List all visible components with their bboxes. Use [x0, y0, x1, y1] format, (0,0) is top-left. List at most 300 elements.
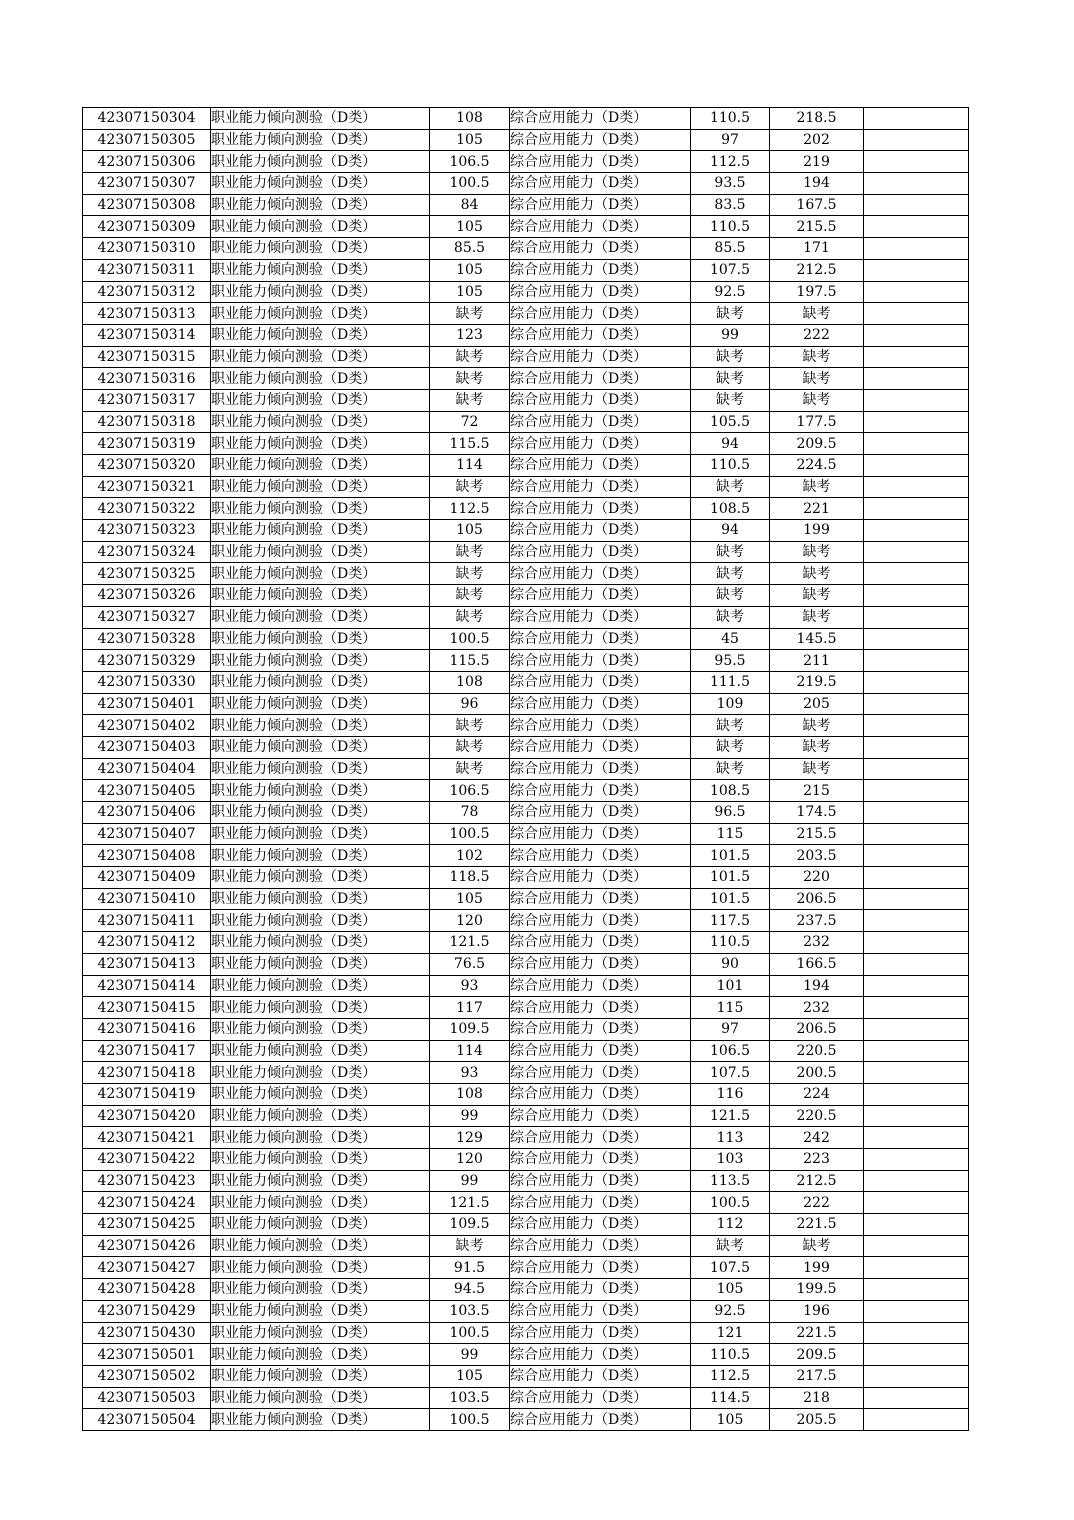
- subject1-cell: 职业能力倾向测验（D类）: [211, 585, 430, 607]
- table-row: [83, 151, 969, 173]
- note-cell: [864, 932, 969, 954]
- table-row: [83, 476, 969, 498]
- subject1-cell: 职业能力倾向测验（D类）: [211, 1365, 430, 1387]
- subject2-score-cell: 112: [691, 1214, 770, 1236]
- subject1-cell: 职业能力倾向测验（D类）: [211, 1235, 430, 1257]
- subject1-score-cell: 105: [430, 1365, 510, 1387]
- total-score-cell: 209.5: [770, 1344, 864, 1366]
- note-cell: [864, 780, 969, 802]
- subject2-score-cell: 117.5: [691, 910, 770, 932]
- total-score-cell: 缺考: [770, 346, 864, 368]
- subject1-score-cell: 93: [430, 1062, 510, 1084]
- subject1-cell: 职业能力倾向测验（D类）: [211, 693, 430, 715]
- table-row: [83, 606, 969, 628]
- subject2-cell: 综合应用能力（D类）: [510, 194, 691, 216]
- table-row: [83, 715, 969, 737]
- subject1-cell: 职业能力倾向测验（D类）: [211, 1083, 430, 1105]
- table-row: [83, 1344, 969, 1366]
- table-row: [83, 628, 969, 650]
- subject1-cell: 职业能力倾向测验（D类）: [211, 1214, 430, 1236]
- total-score-cell: 缺考: [770, 758, 864, 780]
- note-cell: [864, 845, 969, 867]
- subject2-cell: 综合应用能力（D类）: [510, 845, 691, 867]
- subject2-cell: 综合应用能力（D类）: [510, 1257, 691, 1279]
- total-score-cell: 206.5: [770, 1018, 864, 1040]
- candidate-id-cell: 42307150407: [83, 823, 211, 845]
- subject1-cell: 职业能力倾向测验（D类）: [211, 606, 430, 628]
- subject2-cell: 综合应用能力（D类）: [510, 1192, 691, 1214]
- candidate-id-cell: 42307150415: [83, 997, 211, 1019]
- note-cell: [864, 1279, 969, 1301]
- subject1-score-cell: 105: [430, 216, 510, 238]
- subject1-cell: 职业能力倾向测验（D类）: [211, 1040, 430, 1062]
- candidate-id-cell: 42307150318: [83, 411, 211, 433]
- subject2-cell: 综合应用能力（D类）: [510, 498, 691, 520]
- table-row: [83, 1105, 969, 1127]
- note-cell: [864, 563, 969, 585]
- total-score-cell: 缺考: [770, 585, 864, 607]
- table-row: [83, 259, 969, 281]
- candidate-id-cell: 42307150411: [83, 910, 211, 932]
- subject1-score-cell: 缺考: [430, 606, 510, 628]
- subject2-score-cell: 缺考: [691, 389, 770, 411]
- note-cell: [864, 1149, 969, 1171]
- candidate-id-cell: 42307150323: [83, 520, 211, 542]
- subject1-score-cell: 121.5: [430, 932, 510, 954]
- subject1-score-cell: 99: [430, 1170, 510, 1192]
- candidate-id-cell: 42307150315: [83, 346, 211, 368]
- subject2-cell: 综合应用能力（D类）: [510, 823, 691, 845]
- subject2-cell: 综合应用能力（D类）: [510, 867, 691, 889]
- score-table-body: [83, 108, 969, 1431]
- subject1-score-cell: 100.5: [430, 628, 510, 650]
- note-cell: [864, 758, 969, 780]
- candidate-id-cell: 42307150330: [83, 671, 211, 693]
- table-row: [83, 216, 969, 238]
- total-score-cell: 167.5: [770, 194, 864, 216]
- candidate-id-cell: 42307150309: [83, 216, 211, 238]
- score-table: [82, 107, 969, 1431]
- table-row: [83, 736, 969, 758]
- subject2-score-cell: 101: [691, 975, 770, 997]
- subject2-score-cell: 107.5: [691, 1257, 770, 1279]
- subject1-score-cell: 123: [430, 324, 510, 346]
- candidate-id-cell: 42307150406: [83, 802, 211, 824]
- subject2-score-cell: 缺考: [691, 476, 770, 498]
- subject2-score-cell: 110.5: [691, 932, 770, 954]
- total-score-cell: 缺考: [770, 541, 864, 563]
- note-cell: [864, 1105, 969, 1127]
- table-row: [83, 888, 969, 910]
- subject2-score-cell: 缺考: [691, 606, 770, 628]
- subject2-cell: 综合应用能力（D类）: [510, 975, 691, 997]
- subject1-cell: 职业能力倾向测验（D类）: [211, 1018, 430, 1040]
- subject1-score-cell: 118.5: [430, 867, 510, 889]
- candidate-id-cell: 42307150310: [83, 238, 211, 260]
- candidate-id-cell: 42307150305: [83, 129, 211, 151]
- subject1-score-cell: 103.5: [430, 1387, 510, 1409]
- total-score-cell: 缺考: [770, 715, 864, 737]
- candidate-id-cell: 42307150316: [83, 368, 211, 390]
- subject2-cell: 综合应用能力（D类）: [510, 476, 691, 498]
- candidate-id-cell: 42307150402: [83, 715, 211, 737]
- subject1-cell: 职业能力倾向测验（D类）: [211, 758, 430, 780]
- subject2-cell: 综合应用能力（D类）: [510, 1365, 691, 1387]
- total-score-cell: 209.5: [770, 433, 864, 455]
- table-row: [83, 520, 969, 542]
- total-score-cell: 166.5: [770, 953, 864, 975]
- table-row: [83, 910, 969, 932]
- subject1-score-cell: 96: [430, 693, 510, 715]
- subject2-cell: 综合应用能力（D类）: [510, 324, 691, 346]
- candidate-id-cell: 42307150418: [83, 1062, 211, 1084]
- total-score-cell: 缺考: [770, 606, 864, 628]
- candidate-id-cell: 42307150314: [83, 324, 211, 346]
- subject2-score-cell: 108.5: [691, 498, 770, 520]
- candidate-id-cell: 42307150425: [83, 1214, 211, 1236]
- subject1-score-cell: 缺考: [430, 389, 510, 411]
- subject2-cell: 综合应用能力（D类）: [510, 281, 691, 303]
- subject1-score-cell: 缺考: [430, 303, 510, 325]
- candidate-id-cell: 42307150412: [83, 932, 211, 954]
- note-cell: [864, 520, 969, 542]
- subject2-score-cell: 110.5: [691, 216, 770, 238]
- subject2-cell: 综合应用能力（D类）: [510, 520, 691, 542]
- note-cell: [864, 1365, 969, 1387]
- subject1-score-cell: 缺考: [430, 368, 510, 390]
- subject2-cell: 综合应用能力（D类）: [510, 628, 691, 650]
- total-score-cell: 200.5: [770, 1062, 864, 1084]
- subject2-score-cell: 缺考: [691, 715, 770, 737]
- subject1-score-cell: 117: [430, 997, 510, 1019]
- subject1-cell: 职业能力倾向测验（D类）: [211, 997, 430, 1019]
- candidate-id-cell: 42307150306: [83, 151, 211, 173]
- candidate-id-cell: 42307150422: [83, 1149, 211, 1171]
- subject1-cell: 职业能力倾向测验（D类）: [211, 173, 430, 195]
- subject2-score-cell: 101.5: [691, 888, 770, 910]
- subject1-cell: 职业能力倾向测验（D类）: [211, 888, 430, 910]
- candidate-id-cell: 42307150423: [83, 1170, 211, 1192]
- total-score-cell: 217.5: [770, 1365, 864, 1387]
- subject2-score-cell: 112.5: [691, 1365, 770, 1387]
- subject1-cell: 职业能力倾向测验（D类）: [211, 780, 430, 802]
- subject2-cell: 综合应用能力（D类）: [510, 1300, 691, 1322]
- total-score-cell: 206.5: [770, 888, 864, 910]
- subject1-cell: 职业能力倾向测验（D类）: [211, 953, 430, 975]
- note-cell: [864, 433, 969, 455]
- subject2-score-cell: 115: [691, 997, 770, 1019]
- table-row: [83, 1365, 969, 1387]
- total-score-cell: 205: [770, 693, 864, 715]
- subject2-cell: 综合应用能力（D类）: [510, 1105, 691, 1127]
- note-cell: [864, 671, 969, 693]
- subject2-cell: 综合应用能力（D类）: [510, 1040, 691, 1062]
- subject2-cell: 综合应用能力（D类）: [510, 368, 691, 390]
- subject2-cell: 综合应用能力（D类）: [510, 455, 691, 477]
- subject2-cell: 综合应用能力（D类）: [510, 671, 691, 693]
- subject2-cell: 综合应用能力（D类）: [510, 216, 691, 238]
- table-row: [83, 823, 969, 845]
- subject2-cell: 综合应用能力（D类）: [510, 606, 691, 628]
- subject1-cell: 职业能力倾向测验（D类）: [211, 1257, 430, 1279]
- subject2-cell: 综合应用能力（D类）: [510, 1279, 691, 1301]
- subject2-score-cell: 缺考: [691, 303, 770, 325]
- total-score-cell: 205.5: [770, 1409, 864, 1431]
- subject1-cell: 职业能力倾向测验（D类）: [211, 1149, 430, 1171]
- table-row: [83, 194, 969, 216]
- subject2-cell: 综合应用能力（D类）: [510, 758, 691, 780]
- subject1-score-cell: 78: [430, 802, 510, 824]
- subject1-cell: 职业能力倾向测验（D类）: [211, 520, 430, 542]
- total-score-cell: 199: [770, 1257, 864, 1279]
- subject2-cell: 综合应用能力（D类）: [510, 1018, 691, 1040]
- table-row: [83, 758, 969, 780]
- total-score-cell: 222: [770, 324, 864, 346]
- table-row: [83, 1018, 969, 1040]
- subject1-cell: 职业能力倾向测验（D类）: [211, 129, 430, 151]
- subject2-cell: 综合应用能力（D类）: [510, 1062, 691, 1084]
- subject1-cell: 职业能力倾向测验（D类）: [211, 650, 430, 672]
- candidate-id-cell: 42307150307: [83, 173, 211, 195]
- total-score-cell: 缺考: [770, 1235, 864, 1257]
- candidate-id-cell: 42307150408: [83, 845, 211, 867]
- subject1-cell: 职业能力倾向测验（D类）: [211, 1279, 430, 1301]
- subject1-score-cell: 72: [430, 411, 510, 433]
- table-row: [83, 303, 969, 325]
- total-score-cell: 237.5: [770, 910, 864, 932]
- note-cell: [864, 455, 969, 477]
- total-score-cell: 219: [770, 151, 864, 173]
- note-cell: [864, 1322, 969, 1344]
- subject2-cell: 综合应用能力（D类）: [510, 541, 691, 563]
- subject2-score-cell: 97: [691, 129, 770, 151]
- note-cell: [864, 259, 969, 281]
- note-cell: [864, 823, 969, 845]
- candidate-id-cell: 42307150428: [83, 1279, 211, 1301]
- total-score-cell: 224.5: [770, 455, 864, 477]
- candidate-id-cell: 42307150328: [83, 628, 211, 650]
- subject1-cell: 职业能力倾向测验（D类）: [211, 628, 430, 650]
- total-score-cell: 218: [770, 1387, 864, 1409]
- subject2-cell: 综合应用能力（D类）: [510, 802, 691, 824]
- subject2-cell: 综合应用能力（D类）: [510, 715, 691, 737]
- total-score-cell: 缺考: [770, 389, 864, 411]
- subject1-cell: 职业能力倾向测验（D类）: [211, 671, 430, 693]
- subject1-score-cell: 115.5: [430, 433, 510, 455]
- subject1-score-cell: 100.5: [430, 1409, 510, 1431]
- note-cell: [864, 238, 969, 260]
- table-row: [83, 563, 969, 585]
- table-row: [83, 411, 969, 433]
- total-score-cell: 194: [770, 975, 864, 997]
- table-row: [83, 1235, 969, 1257]
- note-cell: [864, 1083, 969, 1105]
- subject1-score-cell: 106.5: [430, 151, 510, 173]
- subject2-score-cell: 103: [691, 1149, 770, 1171]
- candidate-id-cell: 42307150429: [83, 1300, 211, 1322]
- table-row: [83, 932, 969, 954]
- subject1-score-cell: 100.5: [430, 823, 510, 845]
- subject2-score-cell: 113: [691, 1127, 770, 1149]
- note-cell: [864, 389, 969, 411]
- note-cell: [864, 411, 969, 433]
- total-score-cell: 196: [770, 1300, 864, 1322]
- note-cell: [864, 997, 969, 1019]
- note-cell: [864, 1235, 969, 1257]
- subject2-cell: 综合应用能力（D类）: [510, 129, 691, 151]
- table-row: [83, 108, 969, 130]
- note-cell: [864, 1127, 969, 1149]
- table-row: [83, 780, 969, 802]
- subject2-score-cell: 106.5: [691, 1040, 770, 1062]
- subject1-score-cell: 105: [430, 259, 510, 281]
- candidate-id-cell: 42307150413: [83, 953, 211, 975]
- subject1-cell: 职业能力倾向测验（D类）: [211, 368, 430, 390]
- subject1-score-cell: 105: [430, 281, 510, 303]
- table-row: [83, 238, 969, 260]
- subject1-score-cell: 114: [430, 455, 510, 477]
- table-row: [83, 346, 969, 368]
- subject1-cell: 职业能力倾向测验（D类）: [211, 151, 430, 173]
- note-cell: [864, 303, 969, 325]
- note-cell: [864, 368, 969, 390]
- subject1-cell: 职业能力倾向测验（D类）: [211, 1322, 430, 1344]
- subject1-cell: 职业能力倾向测验（D类）: [211, 194, 430, 216]
- subject2-score-cell: 92.5: [691, 1300, 770, 1322]
- subject1-score-cell: 缺考: [430, 715, 510, 737]
- subject2-cell: 综合应用能力（D类）: [510, 997, 691, 1019]
- candidate-id-cell: 42307150501: [83, 1344, 211, 1366]
- subject2-score-cell: 83.5: [691, 194, 770, 216]
- table-row: [83, 1127, 969, 1149]
- subject1-score-cell: 105: [430, 888, 510, 910]
- subject1-score-cell: 91.5: [430, 1257, 510, 1279]
- subject1-score-cell: 84: [430, 194, 510, 216]
- subject2-cell: 综合应用能力（D类）: [510, 650, 691, 672]
- subject1-cell: 职业能力倾向测验（D类）: [211, 1062, 430, 1084]
- subject2-score-cell: 95.5: [691, 650, 770, 672]
- subject2-score-cell: 110.5: [691, 1344, 770, 1366]
- candidate-id-cell: 42307150322: [83, 498, 211, 520]
- table-row: [83, 1040, 969, 1062]
- total-score-cell: 199: [770, 520, 864, 542]
- total-score-cell: 232: [770, 997, 864, 1019]
- subject1-score-cell: 76.5: [430, 953, 510, 975]
- subject1-score-cell: 100.5: [430, 1322, 510, 1344]
- candidate-id-cell: 42307150405: [83, 780, 211, 802]
- table-row: [83, 368, 969, 390]
- subject1-cell: 职业能力倾向测验（D类）: [211, 303, 430, 325]
- table-row: [83, 1322, 969, 1344]
- total-score-cell: 218.5: [770, 108, 864, 130]
- total-score-cell: 203.5: [770, 845, 864, 867]
- table-row: [83, 389, 969, 411]
- table-row: [83, 1387, 969, 1409]
- subject2-score-cell: 121: [691, 1322, 770, 1344]
- note-cell: [864, 715, 969, 737]
- subject1-score-cell: 120: [430, 1149, 510, 1171]
- subject1-cell: 职业能力倾向测验（D类）: [211, 411, 430, 433]
- subject1-score-cell: 106.5: [430, 780, 510, 802]
- subject2-score-cell: 109: [691, 693, 770, 715]
- table-row: [83, 129, 969, 151]
- subject1-score-cell: 114: [430, 1040, 510, 1062]
- candidate-id-cell: 42307150421: [83, 1127, 211, 1149]
- subject1-score-cell: 缺考: [430, 736, 510, 758]
- candidate-id-cell: 42307150320: [83, 455, 211, 477]
- subject2-score-cell: 缺考: [691, 758, 770, 780]
- subject2-cell: 综合应用能力（D类）: [510, 303, 691, 325]
- subject1-cell: 职业能力倾向测验（D类）: [211, 498, 430, 520]
- candidate-id-cell: 42307150419: [83, 1083, 211, 1105]
- table-row: [83, 541, 969, 563]
- note-cell: [864, 216, 969, 238]
- subject1-cell: 职业能力倾向测验（D类）: [211, 476, 430, 498]
- subject2-cell: 综合应用能力（D类）: [510, 932, 691, 954]
- subject2-score-cell: 116: [691, 1083, 770, 1105]
- note-cell: [864, 1214, 969, 1236]
- table-row: [83, 1300, 969, 1322]
- subject1-cell: 职业能力倾向测验（D类）: [211, 975, 430, 997]
- table-row: [83, 585, 969, 607]
- subject2-cell: 综合应用能力（D类）: [510, 389, 691, 411]
- total-score-cell: 197.5: [770, 281, 864, 303]
- subject1-cell: 职业能力倾向测验（D类）: [211, 910, 430, 932]
- subject2-score-cell: 45: [691, 628, 770, 650]
- subject1-cell: 职业能力倾向测验（D类）: [211, 346, 430, 368]
- total-score-cell: 171: [770, 238, 864, 260]
- subject2-cell: 综合应用能力（D类）: [510, 953, 691, 975]
- subject2-score-cell: 105.5: [691, 411, 770, 433]
- candidate-id-cell: 42307150504: [83, 1409, 211, 1431]
- note-cell: [864, 129, 969, 151]
- note-cell: [864, 910, 969, 932]
- subject2-cell: 综合应用能力（D类）: [510, 563, 691, 585]
- note-cell: [864, 1040, 969, 1062]
- note-cell: [864, 1300, 969, 1322]
- subject1-score-cell: 120: [430, 910, 510, 932]
- table-row: [83, 1083, 969, 1105]
- subject1-score-cell: 108: [430, 108, 510, 130]
- candidate-id-cell: 42307150502: [83, 1365, 211, 1387]
- subject1-cell: 职业能力倾向测验（D类）: [211, 238, 430, 260]
- candidate-id-cell: 42307150404: [83, 758, 211, 780]
- subject2-cell: 综合应用能力（D类）: [510, 259, 691, 281]
- subject2-cell: 综合应用能力（D类）: [510, 1344, 691, 1366]
- subject2-cell: 综合应用能力（D类）: [510, 1409, 691, 1431]
- subject2-score-cell: 111.5: [691, 671, 770, 693]
- total-score-cell: 219.5: [770, 671, 864, 693]
- note-cell: [864, 108, 969, 130]
- subject1-score-cell: 105: [430, 520, 510, 542]
- subject2-score-cell: 97: [691, 1018, 770, 1040]
- table-row: [83, 671, 969, 693]
- subject1-score-cell: 缺考: [430, 1235, 510, 1257]
- subject1-cell: 职业能力倾向测验（D类）: [211, 1170, 430, 1192]
- subject1-cell: 职业能力倾向测验（D类）: [211, 433, 430, 455]
- candidate-id-cell: 42307150424: [83, 1192, 211, 1214]
- candidate-id-cell: 42307150313: [83, 303, 211, 325]
- subject1-score-cell: 108: [430, 1083, 510, 1105]
- candidate-id-cell: 42307150416: [83, 1018, 211, 1040]
- subject2-score-cell: 113.5: [691, 1170, 770, 1192]
- note-cell: [864, 151, 969, 173]
- total-score-cell: 220.5: [770, 1040, 864, 1062]
- note-cell: [864, 802, 969, 824]
- subject2-score-cell: 缺考: [691, 563, 770, 585]
- subject2-cell: 综合应用能力（D类）: [510, 108, 691, 130]
- total-score-cell: 212.5: [770, 259, 864, 281]
